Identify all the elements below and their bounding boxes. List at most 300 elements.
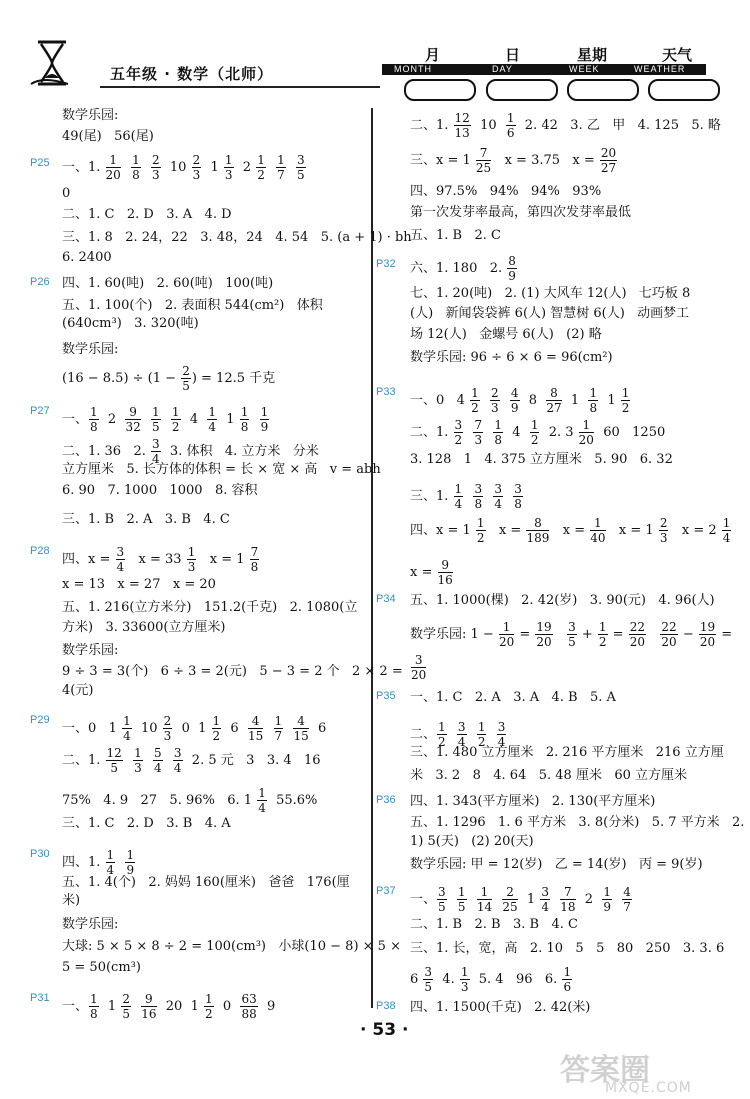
fraction-denominator: 5: [110, 761, 118, 775]
fraction: [106, 746, 123, 775]
answer-text: 2: [576, 892, 602, 907]
answer-text: 米 3. 2 8 4. 64 5. 48 厘米 60 立方厘米: [410, 768, 688, 783]
fraction-denominator: 8: [132, 168, 140, 182]
fraction-numerator: 1: [603, 885, 611, 899]
fraction-denominator: 8: [90, 1007, 98, 1021]
fraction: [454, 482, 464, 511]
strip-week: WEEK: [569, 64, 600, 74]
answer-text: 一、: [62, 412, 89, 427]
fraction-numerator: 3: [541, 885, 549, 899]
answer-text: 5 = 50(cm³): [62, 960, 141, 975]
answer-text: −: [678, 627, 698, 642]
fraction: [173, 746, 183, 775]
fraction-denominator: 14: [476, 900, 493, 914]
answer-text: 4: [504, 425, 529, 440]
answer-text: [554, 627, 566, 642]
answer-text: 1: [99, 999, 121, 1014]
answer-text: 三、1.: [410, 489, 453, 504]
answer-text: 6. 2400: [62, 250, 112, 265]
fraction: [131, 153, 141, 182]
answer-text: 数学乐园: 96 ÷ 6 × 6 = 96(cm²): [410, 350, 613, 365]
fraction-numerator: 1: [212, 714, 221, 728]
answer-text: 四、1.: [62, 855, 105, 870]
answer-line: [410, 184, 601, 200]
fraction-numerator: 1: [90, 992, 98, 1006]
answer-text: 数学乐园:: [62, 643, 119, 658]
answer-text: [132, 999, 140, 1014]
fraction: [530, 418, 540, 447]
answer-line: [410, 965, 573, 994]
answer-text: 米): [62, 893, 81, 908]
answer-text: 10: [471, 118, 505, 133]
fraction-numerator: 3: [474, 482, 483, 496]
answer-text: [484, 425, 492, 440]
fraction-denominator: 18: [560, 900, 576, 914]
fraction-numerator: 3: [497, 720, 506, 734]
answer-line: [62, 298, 323, 314]
fraction-denominator: 8: [90, 420, 98, 434]
fraction-denominator: 3: [163, 729, 172, 743]
page-marker: P31: [30, 992, 50, 1004]
fraction-numerator: 2: [152, 153, 160, 167]
fraction: [540, 885, 550, 914]
fraction: [274, 714, 284, 743]
fraction-numerator: 1: [530, 418, 539, 432]
fraction-denominator: 9: [126, 863, 135, 877]
fraction-denominator: 5: [297, 168, 305, 182]
page-marker: P25: [30, 157, 50, 169]
answer-line: [62, 316, 199, 332]
fraction-numerator: 63: [241, 992, 257, 1006]
page-marker: P38: [376, 1000, 396, 1012]
fraction: [151, 405, 161, 434]
fraction-denominator: 2: [621, 401, 630, 415]
fraction-denominator: 3: [659, 531, 668, 545]
answer-line: [410, 205, 631, 221]
fraction-denominator: 2: [257, 168, 265, 182]
fraction-denominator: 20: [411, 668, 427, 682]
strip-weather: WEATHER: [634, 64, 686, 74]
fraction-denominator: 5: [457, 900, 466, 914]
fraction-numerator: 1: [106, 848, 115, 862]
fraction-denominator: 4: [152, 452, 160, 466]
answer-line: [410, 254, 518, 283]
fraction: [535, 620, 552, 649]
fraction-denominator: 27: [600, 161, 617, 175]
answer-text: 二、1. B 2. B 3. B 4. C: [410, 917, 578, 932]
fraction: [660, 620, 677, 649]
answer-line: [410, 306, 689, 322]
fraction: [454, 418, 464, 447]
answer-line: [410, 452, 673, 468]
fraction: [212, 714, 222, 743]
page-marker: P32: [376, 258, 396, 270]
fraction-numerator: 2: [122, 992, 130, 1006]
fraction-denominator: 3: [474, 433, 483, 447]
answer-line: [410, 857, 703, 873]
fraction-numerator: 19: [699, 620, 716, 634]
answer-text: 五、1. B 2. C: [410, 228, 501, 243]
answer-line: [62, 483, 258, 499]
fraction-numerator: 1: [477, 885, 492, 900]
fraction-numerator: 1: [476, 516, 485, 530]
fraction: [240, 405, 250, 434]
answer-text: [284, 721, 292, 736]
answer-text: 1: [518, 892, 540, 907]
fraction-denominator: 4: [541, 900, 549, 914]
answer-text: 5. 4 96 6.: [470, 972, 562, 987]
answer-text: x = 13 x = 27 x = 20: [62, 577, 216, 592]
fraction-numerator: 1: [205, 992, 213, 1006]
page-marker: P29: [30, 714, 50, 726]
fraction-denominator: 3: [192, 168, 201, 182]
fraction: [224, 153, 234, 182]
answer-text: [493, 892, 501, 907]
answer-text: 五、1. 100(个) 2. 表面积 544(cm²) 体积: [62, 298, 323, 313]
fraction: [588, 386, 598, 415]
fraction-denominator: 3: [460, 980, 469, 994]
fraction-denominator: 2: [598, 635, 607, 649]
date-strip: [382, 64, 706, 75]
answer-text: 75% 4. 9 27 5. 96% 6. 1: [62, 793, 257, 808]
answer-text: 五、1. 4(个) 2. 妈妈 160(厘米) 爸爸 176(厘: [62, 875, 350, 890]
answer-text: 6. 90 7. 1000 1000 8. 容积: [62, 483, 258, 498]
fraction: [598, 620, 608, 649]
fraction-numerator: 1: [477, 720, 486, 734]
fraction-denominator: 2: [476, 531, 485, 545]
fraction: [493, 482, 503, 511]
fraction: [506, 111, 516, 140]
fraction-numerator: 1: [240, 405, 249, 419]
fraction: [454, 111, 471, 140]
answer-text: 0: [214, 999, 240, 1014]
answer-text: [487, 727, 495, 742]
answer-line: [410, 350, 613, 366]
fraction-denominator: 8: [589, 401, 598, 415]
month-box[interactable]: [404, 79, 476, 101]
fraction-denominator: 20: [629, 635, 645, 649]
book-title: 五年级 · 数学（北师）: [110, 65, 274, 83]
fraction-numerator: 1: [106, 153, 121, 168]
answer-text: [464, 425, 472, 440]
strip-day: DAY: [492, 64, 513, 74]
answer-text: 四、x =: [62, 552, 115, 567]
fraction-denominator: 7: [274, 729, 283, 743]
fraction-numerator: 3: [438, 885, 446, 899]
answer-text: [551, 892, 559, 907]
fraction: [493, 418, 503, 447]
fraction: [622, 885, 632, 914]
answer-text: x =: [550, 523, 590, 538]
answer-line: [410, 690, 616, 706]
answer-text: 四、97.5% 94% 94% 93%: [410, 184, 602, 199]
fraction-denominator: 4: [116, 560, 125, 574]
answer-line: [62, 917, 118, 933]
answer-line: [62, 207, 232, 223]
answer-line: [410, 146, 618, 175]
answer-line: [62, 664, 403, 680]
weather-box[interactable]: [648, 79, 720, 101]
fraction-denominator: 9: [260, 420, 269, 434]
fraction: [187, 545, 197, 574]
fraction-denominator: 5: [182, 379, 190, 393]
fraction-numerator: 1: [499, 620, 514, 635]
fraction-numerator: 1: [126, 848, 135, 862]
fraction-numerator: 2: [163, 714, 172, 728]
watermark-url: MXQE.COM: [605, 1080, 692, 1096]
fraction-numerator: 1: [457, 885, 466, 899]
fraction: [121, 992, 131, 1021]
answer-text: 五、1. 1000(棵) 2. 42(岁) 3. 90(元) 4. 96(人): [410, 593, 715, 608]
answer-line: [62, 714, 326, 743]
answer-line: [62, 250, 112, 266]
answer-text: [144, 753, 152, 768]
answer-text: [267, 160, 275, 175]
fraction-denominator: 20: [498, 635, 515, 649]
fraction-denominator: 8: [514, 497, 522, 511]
fraction: [204, 992, 214, 1021]
answer-text: [484, 489, 492, 504]
fraction-numerator: 1: [494, 418, 502, 432]
fraction-denominator: 8: [474, 497, 483, 511]
answer-text: 立方厘米 5. 长方体的体积 = 长 × 宽 × 高 v = abh: [62, 462, 381, 477]
fraction-numerator: 3: [494, 482, 502, 496]
fraction-denominator: 15: [247, 729, 264, 743]
fraction-denominator: 4: [123, 729, 131, 743]
fraction-numerator: 7: [474, 418, 483, 432]
fraction-denominator: 40: [590, 531, 606, 545]
page-marker: P36: [376, 794, 396, 806]
fraction-numerator: 12: [454, 111, 470, 125]
answer-line: [62, 545, 260, 574]
fraction: [296, 153, 306, 182]
answer-text: [142, 160, 150, 175]
fraction-numerator: 22: [661, 620, 677, 634]
answer-text: 七、1. 20(吨) 2. (1) 大风车 12(人) 七巧板 8: [410, 286, 691, 301]
fraction: [106, 848, 116, 877]
fraction: [256, 153, 266, 182]
fraction: [510, 386, 520, 415]
page-number: · 53 ·: [360, 1020, 409, 1040]
answer-line: [62, 186, 70, 202]
day-label: 日: [505, 46, 521, 64]
answer-text: 2. 5 元 3 3. 4 16: [183, 753, 321, 768]
fraction-denominator: 4: [454, 497, 463, 511]
day-box[interactable]: [486, 79, 558, 101]
answer-text: 三、1. 480 立方厘米 2. 216 平方厘米 216 立方厘: [410, 745, 724, 760]
answer-text: [142, 412, 150, 427]
fraction-denominator: 32: [125, 420, 141, 434]
fraction: [490, 386, 500, 415]
answer-line: [62, 276, 273, 292]
page-marker: P27: [30, 405, 50, 417]
answer-text: 10: [132, 721, 162, 736]
fraction: [437, 885, 447, 914]
answer-text: 2. 42 3. 乙 甲 4. 125 5. 略: [516, 118, 721, 133]
answer-text: 2: [99, 412, 125, 427]
fraction-numerator: 1: [258, 786, 266, 800]
answer-text: 9 ÷ 3 = 3(个) 6 ÷ 3 = 2(元) 5 − 3 = 2 个 2 × 2 =: [62, 664, 403, 679]
answer-text: =: [717, 627, 733, 642]
fraction-numerator: 2: [490, 386, 499, 400]
fraction: [250, 545, 260, 574]
fraction: [722, 516, 732, 545]
answer-text: 6: [309, 721, 327, 736]
answer-line: [62, 875, 350, 891]
answer-text: 一、1.: [62, 160, 105, 175]
fraction: [260, 405, 270, 434]
fraction-denominator: 9: [603, 900, 611, 914]
fraction: [89, 405, 99, 434]
fraction-denominator: 2: [438, 735, 446, 749]
page-marker: P26: [30, 276, 50, 288]
answer-text: [250, 412, 258, 427]
fraction: [502, 885, 517, 914]
fraction-numerator: 3: [411, 653, 426, 668]
header-rule: [100, 86, 380, 88]
answer-text: 五、1. 1296 1. 6 平方米 3. 8(分米) 5. 7 平方米 2.: [410, 815, 745, 830]
fraction-denominator: 20: [578, 433, 594, 447]
answer-line: [410, 768, 687, 784]
answer-text: 第一次发芽率最高，第四次发芽率最低: [410, 205, 632, 220]
page-marker: P37: [376, 885, 396, 897]
answer-text: 1) 5(天) (2) 20(天): [410, 834, 534, 849]
answer-text: 55.6%: [267, 793, 318, 808]
fraction-denominator: 3: [187, 560, 196, 574]
answer-text: 8: [520, 393, 546, 408]
page-marker: P30: [30, 848, 50, 860]
fraction-numerator: 8: [546, 386, 561, 401]
answer-line: [410, 745, 724, 761]
fraction-denominator: 5: [424, 980, 433, 994]
fraction-denominator: 20: [105, 168, 121, 182]
answer-text: 二、: [410, 727, 437, 742]
fraction-numerator: 9: [438, 558, 453, 573]
answer-text: [287, 160, 295, 175]
answer-text: [468, 727, 476, 742]
fraction-denominator: 4: [494, 497, 502, 511]
watermark-logo: 答案圈: [560, 1053, 650, 1088]
fraction: [699, 620, 716, 649]
fraction-numerator: 1: [132, 153, 140, 167]
answer-text: 数学乐园:: [62, 108, 119, 123]
fraction-numerator: 1: [471, 386, 479, 400]
fraction-denominator: 25: [475, 161, 492, 175]
fraction-numerator: 1: [134, 746, 142, 760]
fraction: [629, 620, 646, 649]
answer-text: 60 1250: [594, 425, 666, 440]
fraction-denominator: 8: [494, 433, 502, 447]
answer-line: [62, 512, 230, 528]
fraction-numerator: 1: [598, 620, 607, 634]
page-header: [0, 0, 750, 100]
fraction: [293, 714, 308, 743]
fraction-numerator: 1: [224, 153, 233, 167]
fraction-numerator: 1: [257, 153, 265, 167]
weather-label: 天气: [662, 46, 693, 64]
fraction-denominator: 4: [497, 735, 506, 749]
fraction-denominator: 9: [510, 401, 519, 415]
fraction-numerator: 1: [260, 405, 269, 419]
fraction-numerator: 2: [182, 364, 190, 378]
answer-text: 一、1. C 2. A 3. A 4. B 5. A: [410, 690, 616, 705]
fraction-numerator: 1: [171, 405, 180, 419]
answer-text: 数学乐园:: [62, 342, 119, 357]
fraction: [602, 885, 612, 914]
fraction-denominator: 4: [258, 801, 266, 815]
answer-text: [264, 721, 272, 736]
fraction: [470, 386, 480, 415]
fraction-numerator: 1: [277, 153, 285, 167]
answer-line: [62, 577, 216, 593]
fraction-denominator: 20: [661, 635, 677, 649]
answer-text: [647, 627, 659, 642]
fraction-denominator: 5: [152, 420, 160, 434]
fraction-numerator: 20: [600, 146, 617, 160]
fraction-numerator: 2: [659, 516, 668, 530]
fraction: [460, 965, 470, 994]
answer-line: [410, 885, 633, 914]
fraction-denominator: 27: [546, 401, 562, 415]
week-box[interactable]: [567, 79, 639, 101]
fraction-denominator: 2: [454, 433, 463, 447]
answer-text: 五、1. 216(立方米分) 151.2(千克) 2. 1080(立: [62, 600, 358, 615]
fraction: [476, 146, 491, 175]
answer-text: 49(尾) 56(尾): [62, 129, 154, 144]
answer-line: [62, 342, 118, 358]
page-marker: P35: [376, 690, 396, 702]
fraction-denominator: 2: [205, 1007, 213, 1021]
fraction-numerator: 3: [152, 437, 160, 451]
fraction: [621, 386, 631, 415]
answer-line: [410, 111, 721, 140]
fraction-denominator: 189: [526, 531, 550, 545]
answer-line: [410, 418, 665, 447]
fraction-numerator: 1: [590, 516, 605, 531]
answer-line: [62, 108, 118, 124]
fraction-numerator: 9: [141, 992, 156, 1007]
fraction-denominator: 2: [212, 729, 221, 743]
answer-text: 四、1. 343(平方厘米) 2. 130(平方厘米): [410, 794, 656, 809]
hourglass-icon: [28, 38, 78, 88]
fraction-denominator: 9: [508, 269, 516, 283]
fraction-denominator: 6: [506, 126, 515, 140]
fraction-denominator: 5: [122, 1007, 130, 1021]
fraction-numerator: 1: [438, 720, 446, 734]
answer-text: 方米) 3. 33600(立方厘米): [62, 620, 226, 635]
fraction: [207, 405, 217, 434]
fraction: [151, 153, 161, 182]
strip-month: MONTH: [394, 64, 432, 74]
fraction: [248, 714, 263, 743]
answer-text: 三、x = 1: [410, 153, 475, 168]
answer-text: 20 1: [157, 999, 203, 1014]
answer-text: =: [608, 627, 628, 642]
answer-text: 六、1. 180 2.: [410, 261, 507, 276]
answer-line: [62, 939, 401, 955]
fraction: [122, 714, 132, 743]
answer-text: x =: [486, 523, 526, 538]
answer-line: [410, 1000, 590, 1016]
fraction: [116, 545, 126, 574]
fraction: [125, 405, 140, 434]
fraction-numerator: 3: [424, 965, 433, 979]
fraction: [473, 482, 483, 511]
fraction: [423, 965, 433, 994]
answer-line: [62, 893, 80, 909]
fraction-denominator: 20: [536, 635, 552, 649]
fraction-denominator: 16: [437, 573, 453, 587]
